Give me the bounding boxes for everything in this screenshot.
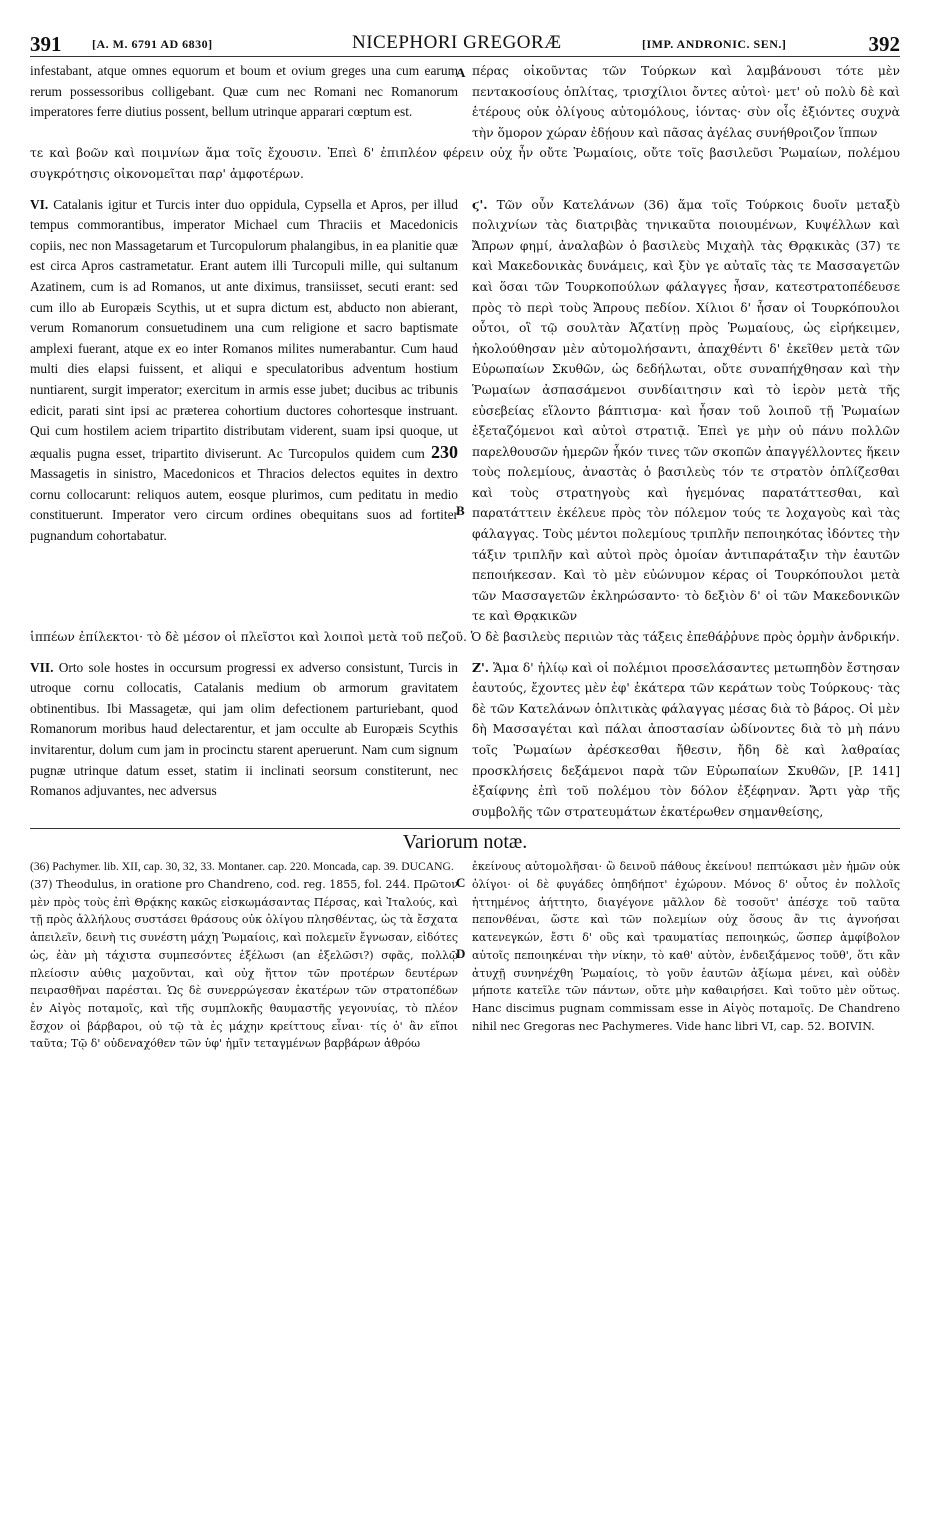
latin-column [30, 61, 458, 143]
greek-paragraph-5: πέρας οἰκοῦντας τῶν Τούρκων καὶ λαμβάνουσι τότε μὲν πεντακοσίους ὁπλίτας, τρισχίλιοι ὄντες αὐτοὶ· μετ' οὐ πολὺ δὲ καὶ ἑτέρους οὐκ ὀλίγους αὐτομόλους, ἰόντας· σὺν οἷς ἐξιόντες συχνὰ τὴν ὅμορον χώραν ἐδῄουν καὶ πᾶσας ἀγέλας συνήθροιζον ἵππων [472, 64, 900, 140]
latin-paragraph-7 [30, 658, 458, 802]
greek-paragraph-7 [472, 658, 900, 823]
greek-text-6: Τῶν οὖν Κατελάνων (36) ἅμα τοῖς Τούρκοις δυοῖν μεταξὺ πολιχνίων τὰς διατριβὰς τηνικαῦτα ποιουμένων, Κυψέλλων καὶ Ἄπρων φημί, ἀναλαβὼν ὁ βασιλεὺς Μιχαὴλ τὰς Θρᾳκικὰς (37) τε καὶ Μακεδονικὰς δυνάμεις, καὶ ξὺν γε αὐταῖς τὰς τε Μασσαγετῶν καὶ ὅσαι τῶν Τουρκοπούλων φάλαγγες ἦσαν, κατεστρατοπέδευσε πρὸς τὸ περὶ τοὺς Ἄπρους πεδίον. Χίλιοι δ' ἦσαν οἱ Τουρκόπουλοι οὗτοι, οἳ τῷ σουλτὰν Ἀζατίνῃ πρὸς Ῥωμαίους, ὡς εἰρήκειμεν, ἠκολούθησαν μὲν αὐτομολήσαντι, ἀπαχθέντι δ' ἐκεῖθεν μετὰ τῶν Εὐρωπαίων Σκυθῶν, ὡς δεδήλωται, οὔτε συναπήχθησαν καὶ τὴν Ῥωμαίων ἀσπασάμενοι συνδίαιτησιν καὶ τὸ ἱερὸν μετὰ τῆς εὐσεβείας εἵλοντο βάπτισμα· καὶ ἦσαν τοῦ λοιποῦ τῇ Ῥωμαίων ἐξεταζόμενοι καὶ αὐτοὶ στρατιᾷ. Ἐπεὶ γε μὴν οὐ πάνυ πολλῶν παρελθουσῶν ἡμερῶν ἧκόν τινες τῶν σκοπῶν ἀπαγγέλλοντες ἥκειν τοὺς πολεμίους, ἀναστὰς ὁ βασιλεὺς τόν τε στρατὸν ὁπλίζεσθαι καὶ τοὺς στρατηγοὺς καὶ ἡγεμόνας παρατάττεσθαι, καὶ παρατάττειν ἐκέλευε πρὸς τὸν πόλεμον τούς τε λοχαγοὺς καὶ τὰς φάλαγγας. Τοὺς μέντοι πολεμίους τριπλῆν πεποιηκότας ἰδόντες τὴν τάξιν τριπλῆν καὶ αὐτοὶ πρὸς ὁμοίαν ἀντιπαράταξιν τὴν ἑαυτῶν πεποιήκεσαν. Καὶ τὸ μὲν εὐώνυμον κέρας οἱ Τουρκόπουλοι μετὰ τῶν Μασσαγετῶν ἐκληρώσαντο· τὸ δεξιὸν δ' οἱ τῶν Μακεδονικῶν τε καὶ Θρᾳκικῶν [472, 197, 900, 624]
greek-column [456, 61, 900, 143]
latin-column [30, 195, 458, 627]
header-title: NICEPHORI GREGORÆ [352, 32, 562, 53]
section-5-columns [30, 61, 900, 143]
latin-text-7: Orto sole hostes in occursum progressi ex adverso consistunt, Turcis in utroque cornu collocatis, Catalanis medium ob armorum gravitatem obtinentibus. Ibi Massagetæ, qui jam olim defectionem parturiebant, quod Romanorum moribus haud delectarentur, et jam occulte ab Europæis Scythis invitarentur, dolum cum jam in procinctu starent aperuerunt. Nam cum signum pugnæ utrinque datum esset, statim ii inclinati seorsum constiterunt, nec Romanos adjuvantes, nec adversus [30, 659, 458, 799]
latin-text-6a: Catalanis igitur et Turcis inter duo oppidula, Cypsella et Apros, per illud tempus commorantibus, imperator Michael cum Thraciis et Macedonicis copiis, nec non Massagetarum et Turcopulorum phalangibus, in ea planitie quæ est circa Apros castrametatur. Erant autem illi Turcopuli mille, qui sultanum Azatinem, cum is ad Romanos, ut ante diximus, transiisset, secuti erant: sed cum illo ab Europæis Scythis, ut et supra dictum est, abducto non abierant, verum Romanorum consuetudinem una cum religione et sacro baptismate amplexi fuerant, atque ex eo inter Romanos milites numerabantur. Cum haud multi dies elapsi fuissent, et aliqui e speculatoribus adventum hostium nuntiarent, surgit imperator; exercitum in armis esse jubet; ducibus ac tribunis edicit, parati sint ipsi ac præterea cohortium ductores cohortesque instruant. Qui cum hostilem aciem tripartito distributam viderent, suam ipsi quoque, ut æqualis pugna esset, tripartito diviserunt. Ac Turcopulos quidem cum [30, 196, 458, 461]
notes-heading: Variorum notæ. [30, 828, 900, 854]
page-number-right: 392 [868, 32, 900, 56]
header-date-left: [A. M. 6791 AD 6830] [92, 37, 213, 51]
latin-paragraph-6 [30, 195, 458, 547]
note-37: (37) Theodulus, in oratione pro Chandreno, cod. reg. 1855, fol. 244. Πρῶτον μὲν πρὸς τοὺς ἐπὶ Θρᾴκης κακῶς εἰσκωμάσαντας Πέρσας, καὶ Ἰταλούς, καὶ τῇ πρὸς ἀλλήλους συστάσει θράσους οὐκ ὀλίγου πλησθέντας, ὡς τὰ ἔσχατα ἀπειλεῖν, δεινὴ τις συνέστη μάχη Ῥωμαίοις, καὶ πολεμεῖν ἔγνωσαν, εἰδότες ὡς, ἐὰν μὴ τάχιστα συμπεσόντες ἐξέλωσι (an ἐξελῶσι?) σφᾶς, πολλῷ πλείοσιν αὐθις μαχοῦνται, καὶ οὐχ ἥττον τῶν προτέρων δευτέρων πειρασθῆναι παρέσται. Ὡς δὲ συνερρώγεσαν ἑκατέρων τῶν στρατοπέδων ἐν Αἰγὸς ποταμοῖς, καὶ τῆς συμπλοκῆς θαυμαστῆς γεγονυίας, τὸ πλέον ἔσχον οἱ βάρβαροι, οὐ τῷ τὰ ἐς μάχην κρείττους εἶναι· τίς ὁ' ἂν εἴποι ταῦτα; Τῷ δ' οὐδεναχόθεν τῶν ὑφ' ἡμῖν τεταγμένων βαρβάρων ἀθρόω [30, 878, 458, 1051]
greek-paragraph-6 [472, 195, 900, 627]
column-number-230: 230 [431, 441, 458, 462]
notes-right-column [472, 858, 900, 1053]
margin-letter-a: A [456, 65, 466, 80]
section-number-greek-6: ϛ'. [472, 196, 488, 212]
greek-fullwidth-line-1: τε καὶ βοῶν καὶ ποιμνίων ἅμα τοῖς ἔχουσιν. Ἐπεὶ δ' ἐπιπλέον φέρειν οὐχ ἦν οὔτε Ῥωμαίοις, οὔτε τοῖς βασιλεῦσι Ῥωμαίων, πολέμου συγκρότησις οἰκονομεῖται παρ' ἀμφοτέρων. [30, 146, 900, 181]
margin-letter-d: D [456, 945, 466, 961]
margin-letter-b: B [456, 502, 465, 518]
greek-fullwidth-line-2: ἱππέων ἐπίλεκτοι· τὸ δὲ μέσον οἱ πλεῖστοι καὶ λοιποὶ μετὰ τοῦ πεζοῦ. Ὁ δὲ βασιλεὺς περιιὼν τὰς τάξεις ἐπεθάῤῥυνε πρὸς ὁρμὴν ἀνδρικήν. [30, 630, 900, 645]
section-number-vi: VI. [30, 196, 49, 212]
header-emperor-right: [IMP. ANDRONIC. SEN.] [642, 37, 787, 51]
greek-text-7: Ἅμα δ' ἡλίῳ καὶ οἱ πολέμιοι προσελάσαντες μετωπηδὸν ἔστησαν ἑαυτούς, ἔχοντες μὲν ἐφ' ἑκάτερα τῶν κεράτων τοὺς Τούρκους· τὰς δὲ τῶν Κατελάνων ὁπλιτικὰς φάλαγγας μέσας διὰ τὸ βάρος. Οἱ μὲν δὴ Μασσαγέται καὶ πάλαι ἀποστασίαν ὠδίνοντες διὰ τὸ μὴ πάνυ τοῖς Ῥωμαίων ἀρέσκεσθαι ἤθεσιν, ἤδη δὲ καὶ λαθραίας προσκλήσεις δεξάμενοι παρὰ τῶν Εὐρωπαίων Σκυθῶν, [P. 141] ἐξαίφνης ἐπὶ τοῦ πολέμου τὸν δόλον ἐξέφηναν. Ἄρτι γὰρ τῆς συμβολῆς τῶν στρατευμάτων ἑκατέρωθεν σημανθείσης, [472, 660, 900, 819]
running-header [30, 30, 900, 57]
section-number-vii: VII. [30, 659, 54, 675]
margin-letter-c: C [456, 874, 466, 890]
section-number-greek-7: Ζ'. [472, 659, 490, 675]
notes-left-column [30, 858, 458, 1053]
note-36: (36) Pachymer. lib. XII, cap. 30, 32, 33. Montaner. cap. 220. Moncada, cap. 39. DUCANG. [30, 860, 454, 874]
latin-column [30, 658, 458, 823]
note-37-continued: ἐκείνους αὐτομολῆσαι· ὢ δεινοῦ πάθους ἐκείνου! πεπτώκασι μὲν ἡμῶν οὐκ ὀλίγοι· οἱ δὲ φυγάδες ὁπηδήποτ' ἐχώρουν. Μόνος δ' οὗτος ἐν πολλοῖς ἡττημένος ἀήττητο, διαγέγονε μᾶλλον δὲ τοσοῦτ' ἀπέσχε τοῦ ταῦτα πεπονθέναι, ὥστε καὶ τῶν πολεμίων οὐχ ὅσους ἂν τις ἀγνοήσαι κατενεγκών, ἔστι δ' οὓς καὶ τραυματίας πεποιηκώς, ὥσπερ ἀμφίβολον αὐτοῖς πεποιηκέναι τὴν νίκην, τὸ καθ' αὐτὸν, ἐνδειξάμενος τοῦθ', ὅτι κἂν ἀτυχῇ συνηνέχθη Ῥωμαίοις, τὸ γοῦν ἑαυτῶν ἀξίωμα μένει, καὶ οὐδὲν μήποτε κατεῖλε τῶν πάντων, οὔτε μὴν καθαιρήσει. Καὶ τοῦτο μὲν οὕτως. Hanc discimus pugnam commissam esse in Αἰγὸς ποταμοῖς. De Chandreno nihil nec Gregoras nec Pachymeres. Vide hanc libri VI, cap. 52. BOIVIN. [472, 860, 900, 1033]
latin-paragraph-5: infestabant, atque omnes equorum et boum et ovium greges una cum earum rerum possessoribus colligebant. Quæ cum nec Romani nec Romanorum imperatores ferre diutius possent, bellum utrinque apparari cœptum est. [30, 63, 458, 120]
book-page [30, 30, 900, 1053]
latin-text-6b: Massagetis in sinistro, Macedonicos et Thracios delectos equites in dextro cornu collocarunt: reliquos autem, eosque plurimos, cum peditatu in medio constituerunt. Imperator vero circum ordines obequitans suos ad fortiter pugnandum cohortabatur. [30, 466, 458, 544]
page-number-left: 391 [30, 32, 62, 56]
